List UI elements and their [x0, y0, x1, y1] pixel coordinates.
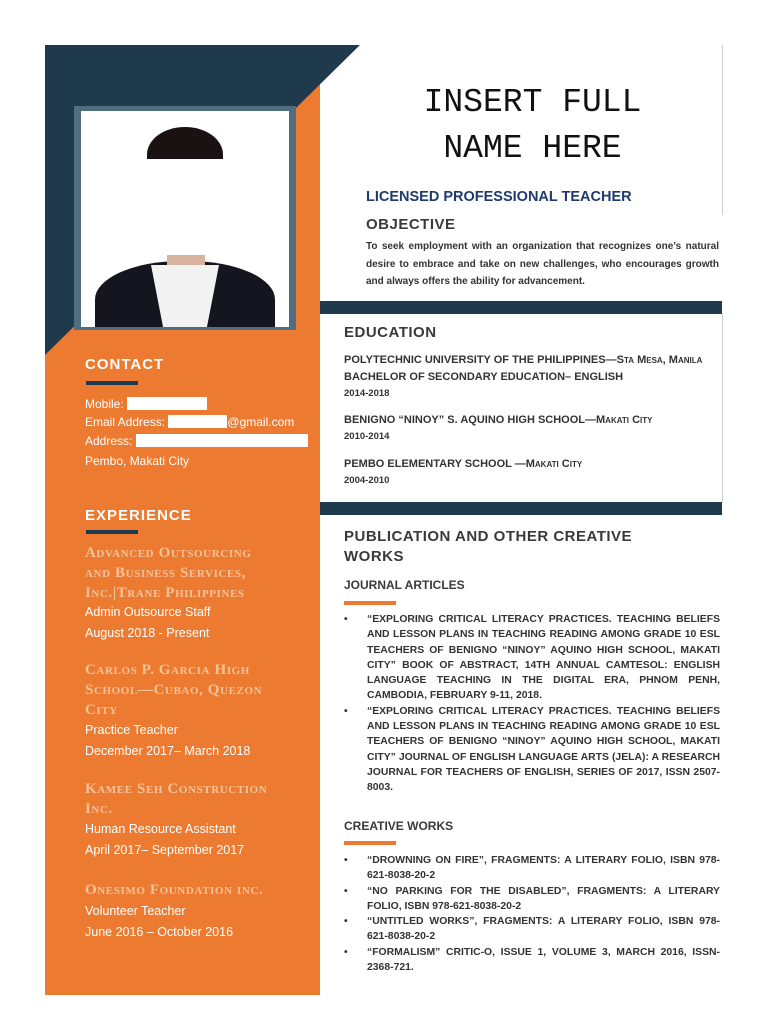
- profile-photo: [81, 111, 289, 327]
- creative-works-bar: [344, 841, 396, 845]
- experience-org-1: [85, 543, 310, 603]
- school-name: PEMBO ELEMENTARY SCHOOL —: [344, 458, 526, 470]
- list-item: [344, 945, 720, 976]
- contact-heading-bar: [86, 381, 138, 385]
- education-years-1: 2014-2018: [344, 388, 390, 399]
- org-line: Kamee Seh Construction: [85, 781, 268, 797]
- school-place: Makati City: [596, 414, 653, 426]
- creative-work-text: “FORMALISM” CRITIC-O, ISSUE 1, VOLUME 3, MARCH 2016, ISSN-2368-721.: [367, 946, 720, 974]
- mobile-label: Mobile:: [85, 397, 124, 411]
- bullet-icon: •: [344, 705, 348, 717]
- experience-role-4: Volunteer Teacher: [85, 904, 186, 918]
- contact-heading: CONTACT: [85, 356, 165, 373]
- experience-org-3: [85, 779, 310, 819]
- creative-work-text: “NO PARKING FOR THE DISABLED”, FRAGMENTS: A LITERARY FOLIO, ISBN 978-621-8038-20-2: [367, 885, 720, 912]
- list-item: [344, 884, 720, 915]
- email-redaction: [168, 415, 227, 428]
- experience-role-2: Practice Teacher: [85, 723, 178, 737]
- journal-article-text: “EXPLORING CRITICAL LITERACY PRACTICES. TEACHING BELIEFS AND LESSON PLANS IN TEACHING READING AMONG GRADE 10 ESL TEACHERS OF BENIGNO “NINOY” AQUINO HIGH SCHOOL, MAKATI CITY” JOURNAL OF ENGLISH LANGUAGE ARTS (JELA): A RESEARCH JOURNAL FOR TEACHERS OF ENGLISH, SERIES OF 2017, ISSN 2507-8003.: [367, 705, 720, 794]
- publications-heading: [344, 527, 632, 567]
- name-line-2: NAME HERE: [443, 130, 622, 167]
- publications-heading-line: PUBLICATION AND OTHER CREATIVE: [344, 528, 633, 545]
- contact-mobile: [85, 397, 207, 411]
- experience-org-2: [85, 660, 310, 720]
- org-line: School—Cubao, Quezon: [85, 682, 263, 698]
- address-label: Address:: [85, 434, 133, 448]
- list-item: [344, 704, 720, 796]
- experience-dates-3: April 2017– September 2017: [85, 843, 245, 857]
- creative-works-heading: CREATIVE WORKS: [344, 819, 454, 833]
- bullet-icon: •: [344, 855, 348, 866]
- list-item: [344, 914, 720, 945]
- publications-heading-line: WORKS: [344, 548, 404, 565]
- objective-text: To seek employment with an organization that recognizes one’s natural desire to embrace and take on new challenges, who encourages growth and always offers the ability for advancement.: [366, 241, 719, 287]
- education-school-3: [344, 458, 582, 470]
- right-border-line: [722, 313, 723, 503]
- experience-heading-bar: [86, 530, 138, 534]
- address-redaction: [136, 434, 308, 447]
- experience-heading: EXPERIENCE: [85, 507, 192, 524]
- photo-face-redaction: [121, 159, 251, 255]
- job-title: LICENSED PROFESSIONAL TEACHER: [366, 189, 632, 205]
- bullet-icon: •: [344, 885, 348, 897]
- email-domain: @gmail.com: [227, 415, 295, 429]
- org-line: and Business Services,: [85, 565, 247, 581]
- experience-dates-2: December 2017– March 2018: [85, 744, 251, 758]
- contact-email: [85, 415, 294, 429]
- journal-article-text: “EXPLORING CRITICAL LITERACY PRACTICES. TEACHING BELIEFS AND LESSON PLANS IN TEACHING READING AMONG GRADE 10 ESL TEACHERS OF BENIGNO “NINOY” AQUINO HIGH SCHOOL, MAKATI CITY” BOOK OF ABSTRACT, 14TH ANNUAL CAMTESOL: ENGLISH LANGUAGE TEACHING IN THE DIGITAL ERA, PHNOM PENH, CAMBODIA, FEBRUARY 9-11, 2018.: [367, 614, 720, 702]
- mobile-redaction: [127, 397, 207, 410]
- section-divider-band: [320, 502, 722, 515]
- name-line-1: INSERT FULL: [423, 84, 642, 121]
- experience-org-4: [85, 880, 310, 900]
- objective-heading: OBJECTIVE: [366, 216, 456, 233]
- email-label: Email Address:: [85, 415, 166, 429]
- journal-articles-list: [344, 612, 720, 796]
- creative-work-text: “UNTITLED WORKS”, FRAGMENTS: A LITERARY FOLIO, ISBN 978-621-8038-20-2: [367, 916, 720, 943]
- bullet-icon: •: [344, 614, 348, 625]
- education-years-2: 2010-2014: [344, 431, 390, 442]
- journal-articles-bar: [344, 601, 396, 605]
- org-line: Carlos P. Garcia High: [85, 662, 250, 678]
- page-title: [340, 80, 725, 172]
- experience-role-1: Admin Outsource Staff: [85, 605, 211, 619]
- org-line: Advanced Outsourcing: [85, 545, 252, 561]
- section-divider-band: [320, 301, 722, 314]
- org-line: City: [85, 702, 118, 718]
- list-item: [344, 612, 720, 704]
- school-name: BENIGNO “NINOY” S. AQUINO HIGH SCHOOL—: [344, 414, 596, 426]
- experience-role-3: Human Resource Assistant: [85, 822, 236, 836]
- school-place: Makati City: [525, 458, 583, 470]
- education-years-3: 2004-2010: [344, 475, 390, 486]
- org-line: Onesimo Foundation inc.: [85, 882, 264, 898]
- journal-articles-heading: JOURNAL ARTICLES: [344, 578, 465, 592]
- contact-address-line2: Pembo, Makati City: [85, 454, 190, 468]
- org-line: Inc.: [85, 801, 113, 817]
- creative-works-list: [344, 853, 720, 975]
- contact-address: [85, 434, 308, 448]
- education-heading: EDUCATION: [344, 324, 437, 341]
- bullet-icon: •: [344, 916, 348, 928]
- education-school-2: [344, 414, 652, 426]
- org-line: Inc.|Trane Philippines: [85, 585, 245, 601]
- creative-work-text: “DROWNING ON FIRE”, FRAGMENTS: A LITERARY FOLIO, ISBN 978-621-8038-20-2: [367, 855, 720, 882]
- list-item: [344, 853, 720, 884]
- school-name: POLYTECHNIC UNIVERSITY OF THE PHILIPPINES—: [344, 354, 617, 366]
- experience-dates-1: August 2018 - Present: [85, 626, 210, 640]
- bullet-icon: •: [344, 946, 348, 958]
- education-school-1: [344, 354, 702, 366]
- school-place: Sta Mesa, Manila: [616, 354, 703, 366]
- experience-dates-4: June 2016 – October 2016: [85, 925, 234, 939]
- education-degree-1: BACHELOR OF SECONDARY EDUCATION– ENGLISH: [344, 371, 624, 383]
